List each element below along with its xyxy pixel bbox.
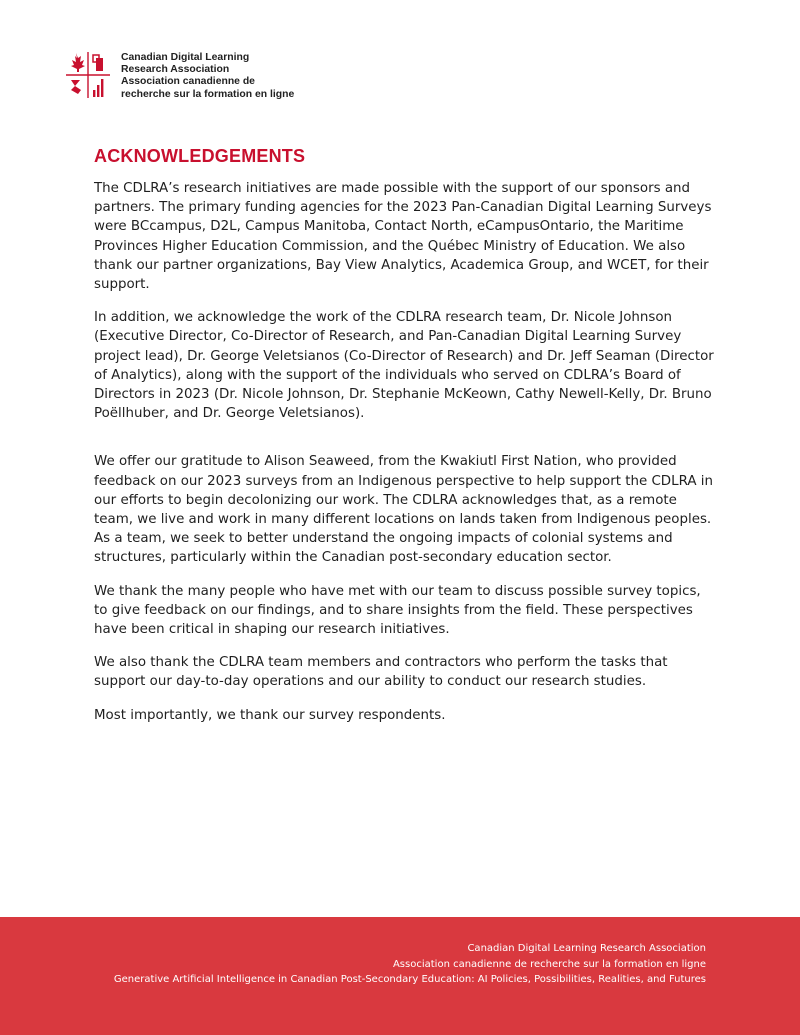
main-content bbox=[94, 146, 714, 739]
paragraph-team-members: We also thank the CDLRA team members and contractors who perform the tasks that support our day-to-day operations and our ability to conduct our research studies. bbox=[94, 655, 668, 690]
paragraph-indigenous-perspective: We offer our gratitude to Alison Seaweed, from the Kwakiutl First Nation, who provided feedback on our 2023 surveys from an Indigenous perspective to help support the CDLRA in our efforts to begin decolonizing our work. The CDLRA acknowledges that, as a remote team, we live and work in many different locations on lands taken from Indigenous peoples. As a team, we seek to better understand the ongoing impacts of colonial systems and structures, particularly within the Canadian post-secondary education sector. bbox=[94, 454, 713, 566]
footer-line-org-en: Canadian Digital Learning Research Association bbox=[467, 943, 706, 954]
logo-line: Association canadienne de bbox=[121, 76, 255, 88]
footer-line-report-title: Generative Artificial Intelligence in Canadian Post-Secondary Education: AI Policies, Possibilities, Realities, and Futures bbox=[113, 974, 706, 985]
paragraph-respondents: Most importantly, we thank our survey respondents. bbox=[94, 707, 446, 723]
paragraph-sponsors: The CDLRA’s research initiatives are made possible with the support of our sponsors and partners. The primary funding agencies for the 2023 Pan-Canadian Digital Learning Surveys were BCcampus, D2L, Campus Manitoba, Contact North, eCampusOntario, the Maritime Provinces Higher Education Commission, and the Québec Ministry of Education. We also thank our partner organizations, Bay View Analytics, Academica Group, and WCET, for their support. bbox=[94, 181, 712, 293]
logo-line: Research Association bbox=[121, 64, 230, 76]
logo-line: recherche sur la formation en ligne bbox=[121, 88, 295, 100]
paragraph-research-team: In addition, we acknowledge the work of the CDLRA research team, Dr. Nicole Johnson (Executive Director, Co-Director of Research, and Pan-Canadian Digital Learning Survey project lead), Dr. George Veletsianos (Co-Director of Research) and Dr. Jeff Seaman (Director of Analytics), along with the support of the individuals who served on CDLRA’s Board of Directors in 2023 (Dr. Nicole Johnson, Dr. Stephanie McKeown, Cathy Newell-Kelly, Dr. Bruno Poëllhuber, and Dr. George Veletsianos). bbox=[94, 310, 714, 422]
page-title: ACKNOWLEDGEMENTS bbox=[94, 146, 306, 166]
footer-text bbox=[114, 941, 706, 988]
logo-line: Canadian Digital Learning bbox=[121, 52, 250, 63]
paragraph-feedback: We thank the many people who have met with our team to discuss possible survey topics, to give feedback on our findings, and to share insights from the field. These perspectives have been critical in shaping our research initiatives. bbox=[94, 583, 701, 638]
cdlra-maple-leaf-icon bbox=[64, 50, 114, 102]
footer-line-org-fr: Association canadienne de recherche sur la formation en ligne bbox=[392, 958, 706, 970]
page-footer bbox=[0, 917, 800, 1035]
cdlra-logo bbox=[64, 50, 324, 102]
logo-wordmark bbox=[121, 52, 294, 101]
